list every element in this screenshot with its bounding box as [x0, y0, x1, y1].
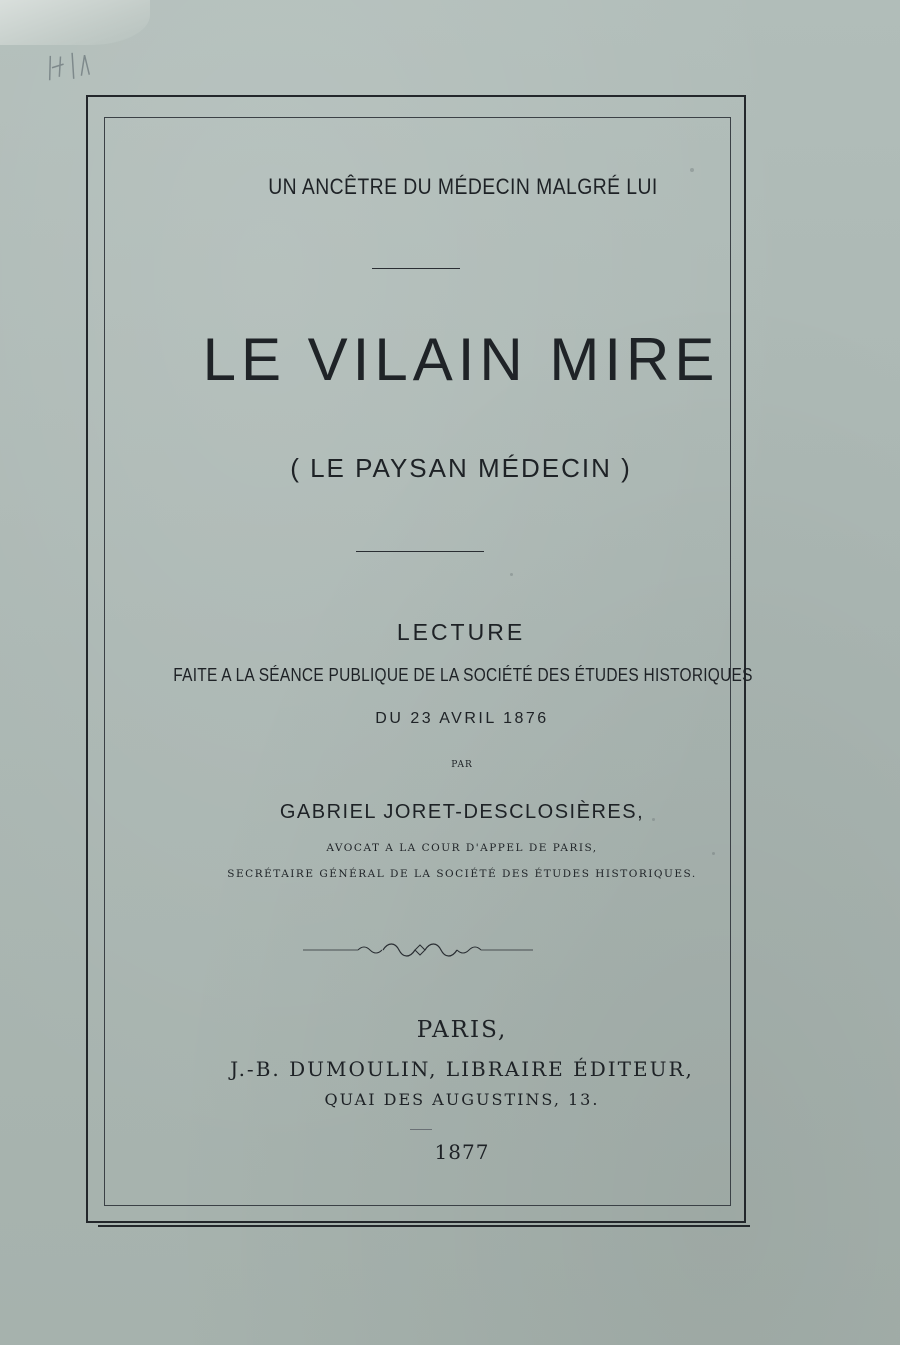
torn-corner: [0, 0, 150, 45]
pencil-mark: [42, 41, 117, 90]
lecture-date: DU 23 AVRIL 1876: [375, 710, 549, 727]
ornament-flourish-icon: [303, 940, 533, 960]
lecture-description: FAITE A LA SÉANCE PUBLIQUE DE LA SOCIÉTÉ DES ÉTUDES HISTORIQUES: [173, 665, 753, 685]
divider-rule: [372, 268, 460, 269]
author-role-1: AVOCAT A LA COUR D'APPEL DE PARIS,: [326, 842, 598, 854]
by-label: PAR: [451, 760, 473, 770]
author-role-2: SECRÉTAIRE GÉNÉRAL DE LA SOCIÉTÉ DES ÉTUDES HISTORIQUES.: [227, 868, 697, 880]
supertitle: UN ANCÊTRE DU MÉDECIN MALGRÉ LUI: [268, 174, 658, 199]
main-title: LE VILAIN MIRE: [202, 326, 720, 393]
publication-city: PARIS,: [416, 1017, 508, 1043]
author-name: GABRIEL JORET-DESCLOSIÈRES,: [279, 801, 645, 823]
pencil-scribble-icon: [42, 41, 117, 90]
publication-year: 1877: [434, 1140, 490, 1164]
publisher: J.-B. DUMOULIN, LIBRAIRE ÉDITEUR,: [230, 1057, 694, 1081]
subtitle: ( LE PAYSAN MÉDECIN ): [290, 453, 632, 483]
divider-rule: [410, 1129, 432, 1130]
publisher-address: QUAI DES AUGUSTINS, 13.: [324, 1090, 600, 1109]
lecture-heading: LECTURE: [396, 619, 526, 645]
divider-rule: [356, 551, 484, 552]
